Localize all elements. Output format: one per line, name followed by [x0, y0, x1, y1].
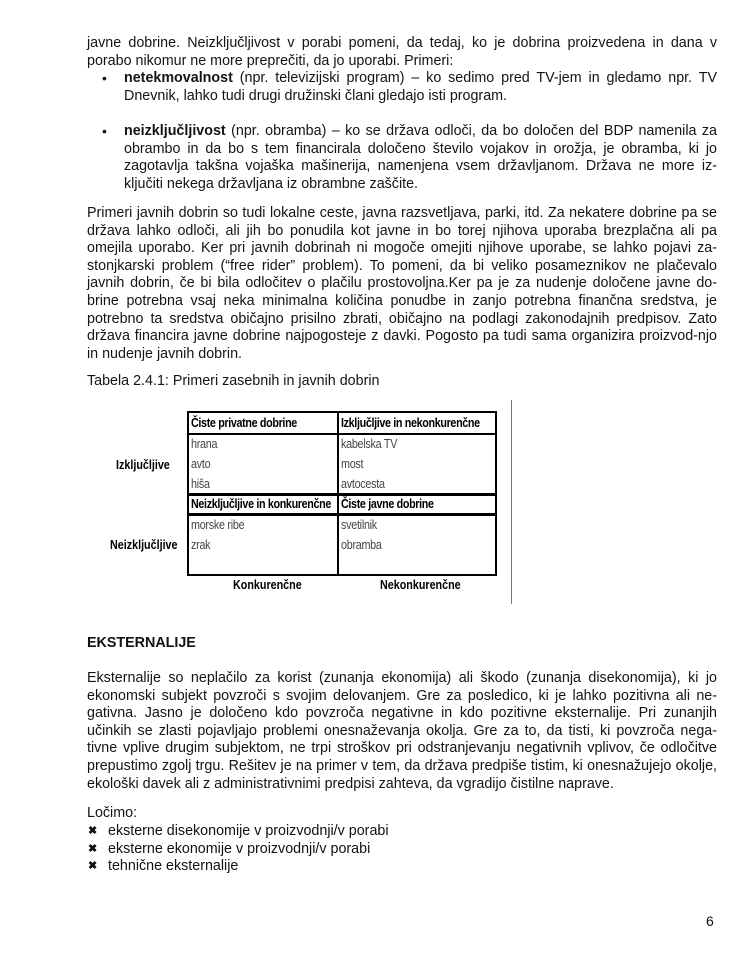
cell-heading-pure-private: Čiste privatne dobrine	[191, 416, 297, 430]
figure-border-line	[511, 400, 512, 604]
table-caption: Tabela 2.4.1: Primeri zasebnih in javnih dobrin	[87, 373, 380, 389]
list-item-text: eksterne ekonomije v proizvodnji/v porabi	[108, 840, 371, 857]
externalities-section	[87, 670, 717, 793]
row-divider	[189, 513, 495, 516]
public-goods-section	[87, 205, 717, 363]
goods-classification-table	[88, 400, 513, 605]
cell-item: hiša	[191, 477, 210, 491]
table-grid	[187, 411, 497, 576]
page-number: 6	[706, 913, 714, 929]
term-description: (npr. televizijski program) – ko sedimo pred TV-jem in gledamo npr. TV Dnevnik, lahko tudi drugi družinski člani gledajo isti program.	[124, 70, 717, 104]
term-netekmovalnost: netekmovalnost	[124, 70, 233, 87]
public-goods-paragraph: Primeri javnih dobrin so tudi lokalne ceste, javna razsvetljava, parki, itd. Za nekatere dobrine pa se država lahko odloči, ali jih bo ponudila kot javne in bo torej njihova uporaba brezplačna ali pa omejila uporabo. Ker pri javnih dobrinah ni mogoče omejiti njihove uporabe, se lahko pojavi za-stonjkarski problem (“free rider” problem). To pomeni, da bi veliko posameznikov ne plačevalo javnih dobrin, če bi bila odločitev o plačilu prostovoljna.Ker pa je za nudenje določene javne do-brine potrebna vsaj neka minimalna količina ponudbe in zanjo potrebna finančna sredstva, je potrebno ta sredstva običajno prisilno zbrati, običajno na podlagi zakonodajnih predpisov. Zato država financira javne dobrine najpogosteje z davki. Pogosto pa tudi sama organizira proizvod-njo in nudenje javnih dobrin.	[87, 205, 717, 362]
cell-item: most	[341, 457, 364, 471]
column-label-rival: Konkurenčne	[233, 578, 302, 592]
list-intro-label: Ločimo:	[87, 805, 138, 821]
section-heading-externalities: EKSTERNALIJE	[87, 635, 196, 651]
row-divider	[189, 433, 495, 435]
row-divider	[189, 493, 495, 496]
cell-heading-excludable-nonrival: Izključljive in nekonkurenčne	[341, 416, 480, 430]
cross-bullet-icon: ✖	[88, 860, 98, 873]
cell-item: hrana	[191, 437, 218, 451]
bullet-icon: •	[102, 70, 107, 87]
list-item	[87, 841, 389, 859]
list-intro	[87, 805, 717, 823]
list-item	[87, 123, 717, 193]
term-description: (npr. obramba) – ko se država odloči, da bo določen del BDP namenila za obrambo in da bo s tem financirala določeno število vojakov in orožja, je obramba, ki jo zagotavlja takšna vojaška mašinerija, namenjena vsem državljanom. Država ne more iz-ključiti nekega državljana iz obrambne zaščite.	[124, 122, 717, 192]
row-label-excludable: Izključljive	[116, 458, 170, 472]
cell-heading-pure-public: Čiste javne dobrine	[341, 497, 434, 511]
public-good-properties-list	[87, 70, 717, 193]
list-item-text: eksterne disekonomije v proizvodnji/v porabi	[108, 823, 389, 839]
cell-item: morske ribe	[191, 518, 245, 532]
cell-item: kabelska TV	[341, 437, 398, 451]
externalities-types-list	[87, 823, 389, 876]
cell-item: avtocesta	[341, 477, 385, 491]
intro-section	[87, 35, 717, 193]
list-item-text: tehnične eksternalije	[108, 858, 239, 875]
row-label-non-excludable: Neizključljive	[110, 538, 178, 552]
bullet-icon: •	[102, 122, 107, 139]
cell-item: svetilnik	[341, 518, 377, 532]
externalities-paragraph: Eksternalije so neplačilo za korist (zunanja ekonomija) ali škodo (zunanja disekonomija), ki jo ekonomski subjekt povzroči s svojim delovanjem. Gre za posledico, ki je lahko pozitivna ali ne-gativna. Jasno je določeno kdo povzroča negativne in kdo pozitivne eksternalije. Pri zunanjih učinkih se zlasti pojavljajo problemi onesnaževanja okolja. Gre za to, da tisti, ki povzroča nega-tivne vplive drugim subjektom, ne trpi stroškov pri odstranjevanju negativnih vplivov, če odločitve prepustimo zgolj trgu. Rešitev je na primer v tem, da država predpiše tistim, ki onesnažujejo okolje, ekološki davek ali z administrativnimi predpisi zahteva, da vgradijo čistilne naprave.	[87, 670, 717, 792]
cell-item: zrak	[191, 538, 211, 552]
list-item	[87, 823, 389, 841]
list-item	[87, 70, 717, 105]
term-neizkljucljivost: neizključljivost	[124, 122, 226, 139]
cross-bullet-icon: ✖	[88, 825, 98, 837]
list-item	[87, 858, 389, 876]
column-label-nonrival: Nekonkurenčne	[380, 578, 461, 592]
cross-bullet-icon: ✖	[88, 842, 98, 855]
cell-item: avto	[191, 457, 211, 471]
cell-item: obramba	[341, 538, 382, 552]
cell-heading-nonexcludable-rival: Neizključljive in konkurenčne	[191, 497, 331, 511]
intro-paragraph: javne dobrine. Neizključljivost v porabi pomeni, da tedaj, ko je dobrina proizvedena in dana v porabo nikomur ne more preprečiti, da jo uporabi. Primeri:	[87, 35, 717, 69]
